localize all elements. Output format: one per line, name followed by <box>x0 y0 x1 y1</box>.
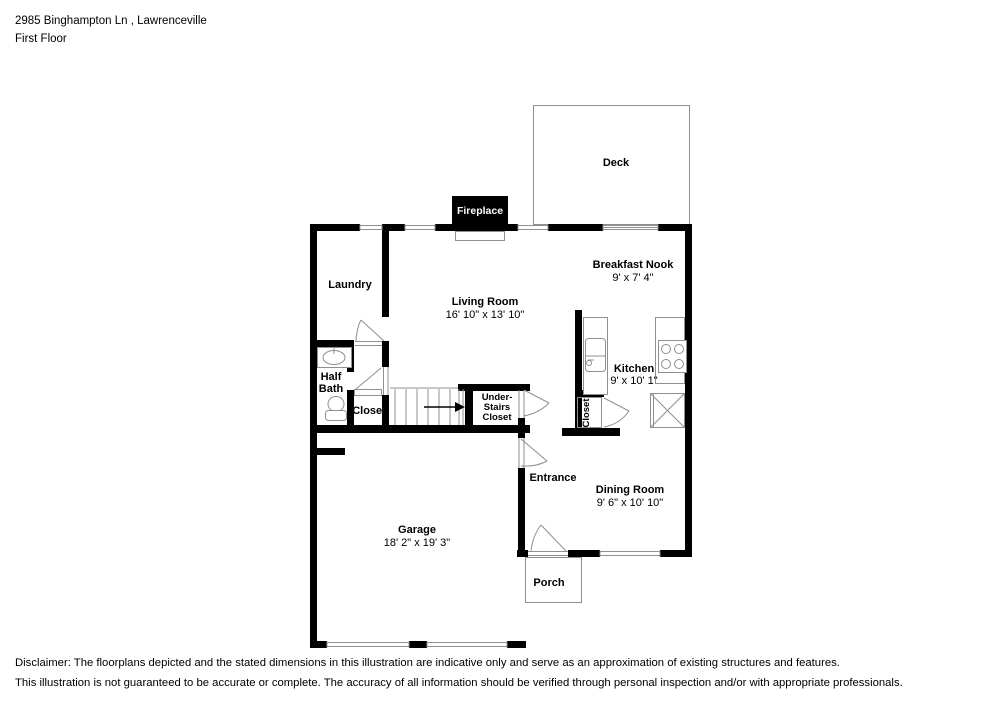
laundry-door <box>356 320 384 341</box>
laundry-label: Laundry <box>328 279 372 291</box>
garage-entry-door <box>521 439 547 466</box>
living-room-dims: 16' 10" x 13' 10" <box>445 309 525 321</box>
porch-label: Porch <box>533 577 565 589</box>
under-stairs-closet-line2: Stairs <box>483 402 511 413</box>
disclaimer-line1: Disclaimer: The floorplans depicted and the stated dimensions in this illustration are indicative only and serve as an approximation of existing structures and features. <box>15 657 840 669</box>
toilet-tank <box>326 411 347 421</box>
hall-closet-door-panel <box>355 390 382 396</box>
dining-room-dims: 9' 6" x 10' 10" <box>596 497 664 509</box>
kitchen-closet-label: Closet <box>581 398 592 428</box>
kitchen-sink <box>586 339 606 372</box>
dining-room-label: Dining Room <box>595 484 665 496</box>
hall-closet-label: Closet <box>352 405 386 417</box>
under-stairs-closet-door <box>524 390 549 416</box>
garage-label: Garage <box>398 524 436 536</box>
address-line: 2985 Binghampton Ln , Lawrenceville <box>15 15 207 27</box>
under-stairs-closet-line3: Closet <box>482 412 512 423</box>
under-stairs-closet-line1: Under- <box>481 392 513 403</box>
stove-burner <box>662 345 671 354</box>
disclaimer-line2: This illustration is not guaranteed to be accurate or complete. The accuracy of all information should be verified through personal inspection and/or with appropriate professionals. <box>15 677 903 689</box>
breakfast-nook-label: Breakfast Nook <box>592 259 674 271</box>
front-entry-door <box>531 525 567 552</box>
stairs <box>390 388 465 425</box>
toilet-bowl <box>328 397 344 412</box>
fireplace-hearth <box>456 232 505 241</box>
kitchen-closet-door <box>604 398 629 427</box>
room-labels <box>319 259 674 549</box>
fireplace <box>452 196 508 241</box>
stove-burner <box>675 360 684 369</box>
disclaimer <box>15 653 903 693</box>
stove-burner <box>675 345 684 354</box>
deck-label: Deck <box>602 157 630 169</box>
floor-line: First Floor <box>15 33 67 45</box>
fireplace-label: Fireplace <box>456 205 504 217</box>
living-room-label: Living Room <box>451 296 519 308</box>
kitchen-label: Kitchen <box>613 363 655 375</box>
stove-burner <box>662 360 671 369</box>
kitchen-dims: 9' x 10' 1" <box>610 375 658 387</box>
garage-dims: 18' 2" x 19' 3" <box>383 537 451 549</box>
kitchen-sink-faucet <box>587 361 592 366</box>
room-deck <box>534 106 690 225</box>
half-bath-label-line1: Half <box>320 371 342 383</box>
half-bath-label-line2: Bath <box>318 383 344 395</box>
breakfast-nook-dims: 9' x 7' 4" <box>612 272 654 284</box>
half-bath-door <box>356 368 381 392</box>
room-porch <box>526 558 582 603</box>
entrance-label: Entrance <box>529 472 577 484</box>
